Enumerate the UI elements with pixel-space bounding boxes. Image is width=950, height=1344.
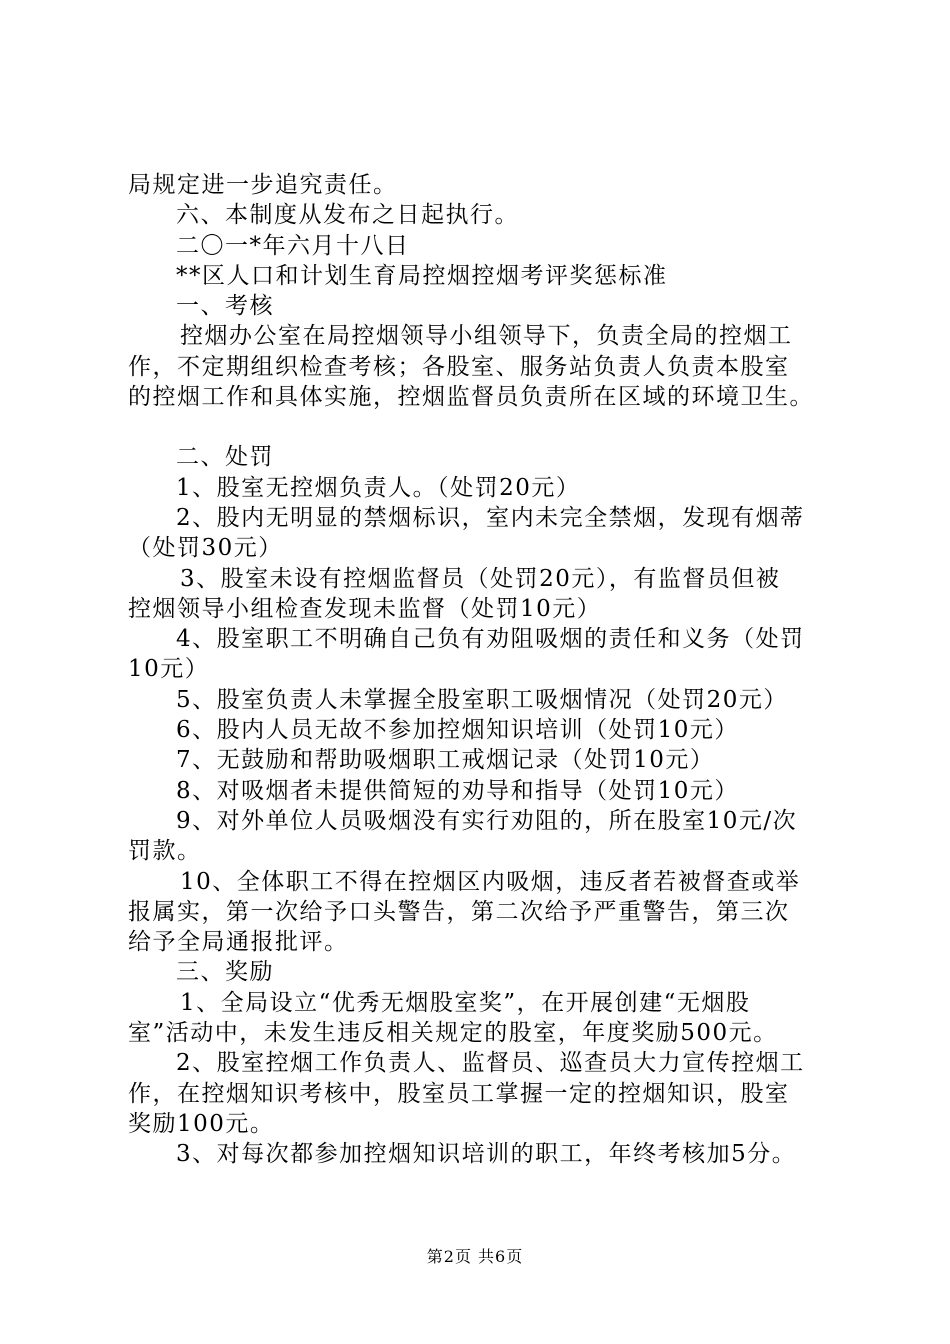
text-line: 室”活动中，未发生违反相关规定的股室，年度奖励500元。: [128, 1020, 778, 1047]
text-line: 局规定进一步追究责任。: [128, 172, 398, 198]
list-item: 3、股室未设有控烟监督员（处罚20元），有监督员但被: [180, 565, 781, 592]
document-body: [128, 170, 840, 1170]
list-item: 1、股室无控烟负责人。（处罚20元）: [176, 474, 581, 501]
list-item: 8、对吸烟者未提供简短的劝导和指导（处罚10元）: [176, 777, 739, 804]
paragraph-gap: [128, 412, 840, 442]
text-line: 10元）: [128, 656, 210, 683]
text-line: 给予全局通报批评。: [128, 929, 349, 956]
section-heading: 二、处罚: [176, 444, 274, 471]
section-title: **区人口和计划生育局控烟控烟考评奖惩标准: [176, 262, 668, 289]
list-item: 1、全局设立“优秀无烟股室奖”，在开展创建“无烟股: [180, 989, 751, 1016]
text-line: 控烟领导小组检查发现未监督（处罚10元）: [128, 595, 602, 622]
section-heading: 三、奖励: [176, 959, 274, 986]
text-line: 作，在控烟知识考核中，股室员工掌握一定的控烟知识，股室: [128, 1080, 790, 1107]
text-line: 奖励100元。: [128, 1110, 275, 1137]
text-line: 控烟办公室在局控烟领导小组领导下，负责全局的控烟工: [180, 323, 793, 350]
list-item: 9、对外单位人员吸烟没有实行劝阻的，所在股室10元/次: [176, 807, 798, 834]
list-item: 2、股室控烟工作负责人、监督员、巡查员大力宣传控烟工: [176, 1050, 805, 1077]
text-line: 罚款。: [128, 838, 202, 865]
page-footer: 第2页 共6页: [426, 1247, 524, 1266]
list-item: 7、无鼓励和帮助吸烟职工戒烟记录（处罚10元）: [176, 747, 715, 774]
text-line: 的控烟工作和具体实施，控烟监督员负责所在区域的环境卫生。: [128, 384, 814, 411]
text-line: 二〇一*年六月十八日: [176, 232, 410, 259]
text-line: （处罚30元）: [128, 535, 283, 562]
text-line: 报属实，第一次给予口头警告，第二次给予严重警告，第三次: [128, 898, 790, 925]
list-item: 10、全体职工不得在控烟区内吸烟，违反者若被督查或举: [180, 868, 801, 895]
text-line: 六、本制度从发布之日起执行。: [176, 202, 519, 229]
list-item: 5、股室负责人未掌握全股室职工吸烟情况（处罚20元）: [176, 686, 788, 713]
list-item: 4、股室职工不明确自己负有劝阻吸烟的责任和义务（处罚: [176, 626, 805, 653]
text-line: 作，不定期组织检查考核；各股室、服务站负责人负责本股室: [128, 353, 790, 380]
list-item: 2、股内无明显的禁烟标识，室内未完全禁烟，发现有烟蒂: [176, 504, 805, 531]
section-heading: 一、考核: [176, 293, 274, 320]
list-item: 3、对每次都参加控烟知识培训的职工，年终考核加5分。: [176, 1141, 797, 1168]
list-item: 6、股内人员无故不参加控烟知识培训（处罚10元）: [176, 717, 739, 744]
